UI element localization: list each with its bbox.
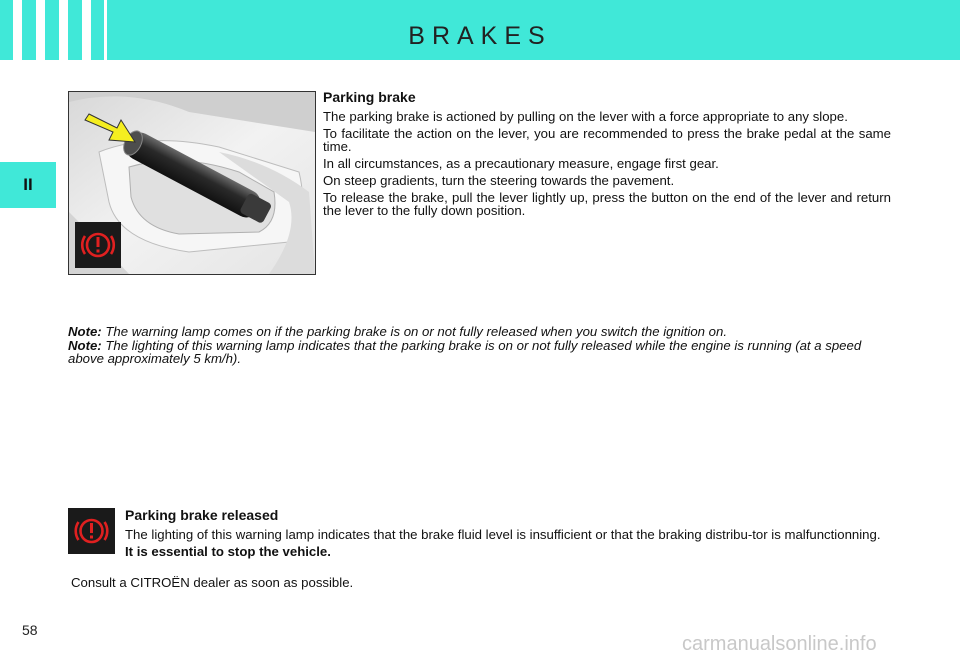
parking-brake-section bbox=[323, 89, 891, 221]
note-text: The lighting of this warning lamp indicates that the parking brake is on or not fully released while the engine is running (at a speed above approximately 5 km/h). bbox=[68, 337, 862, 366]
paragraph: To release the brake, pull the lever lightly up, press the button on the end of the lever and return the lever to the fully down position. bbox=[323, 190, 891, 218]
page-header bbox=[0, 0, 960, 60]
notes bbox=[68, 325, 892, 366]
warning-text: It is essential to stop the vehicle. bbox=[125, 544, 331, 559]
section-heading: Parking brake bbox=[323, 89, 416, 105]
page-title: BRAKES bbox=[408, 22, 552, 50]
paragraph: To facilitate the action on the lever, you are recommended to press the brake pedal at the same time. bbox=[323, 126, 891, 154]
dealer-advice: Consult a CITROËN dealer as soon as possible. bbox=[71, 575, 354, 590]
note-label: Note: bbox=[68, 324, 102, 339]
chapter-tab-label: II bbox=[23, 175, 33, 194]
note bbox=[68, 325, 892, 339]
parking-brake-illustration bbox=[68, 91, 316, 275]
paragraph: The parking brake is actioned by pulling on the lever with a force appropriate to any slope. bbox=[323, 109, 848, 124]
section-heading: Parking brake released bbox=[125, 507, 279, 523]
header-stripe bbox=[13, 0, 22, 60]
note-text: The warning lamp comes on if the parking brake is on or not fully released when you switch the ignition on. bbox=[105, 324, 727, 339]
page-number: 58 bbox=[22, 622, 38, 638]
brake-warning-lamp-icon bbox=[75, 222, 121, 268]
chapter-tab bbox=[0, 162, 56, 208]
note bbox=[68, 339, 892, 366]
paragraph: The lighting of this warning lamp indicates that the brake fluid level is insufficient or that the braking distribu-tor is malfunctionning. bbox=[125, 527, 881, 542]
brake-warning-lamp-icon bbox=[68, 508, 115, 554]
watermark: carmanualsonline.info bbox=[682, 633, 877, 655]
header-stripe bbox=[104, 0, 107, 60]
paragraph: On steep gradients, turn the steering towards the pavement. bbox=[323, 173, 675, 188]
parking-brake-released-section bbox=[125, 507, 891, 562]
note-label: Note: bbox=[68, 337, 102, 353]
header-stripe bbox=[36, 0, 45, 60]
header-stripe bbox=[82, 0, 91, 60]
paragraph: In all circumstances, as a precautionary measure, engage first gear. bbox=[323, 156, 719, 171]
header-stripe bbox=[59, 0, 68, 60]
